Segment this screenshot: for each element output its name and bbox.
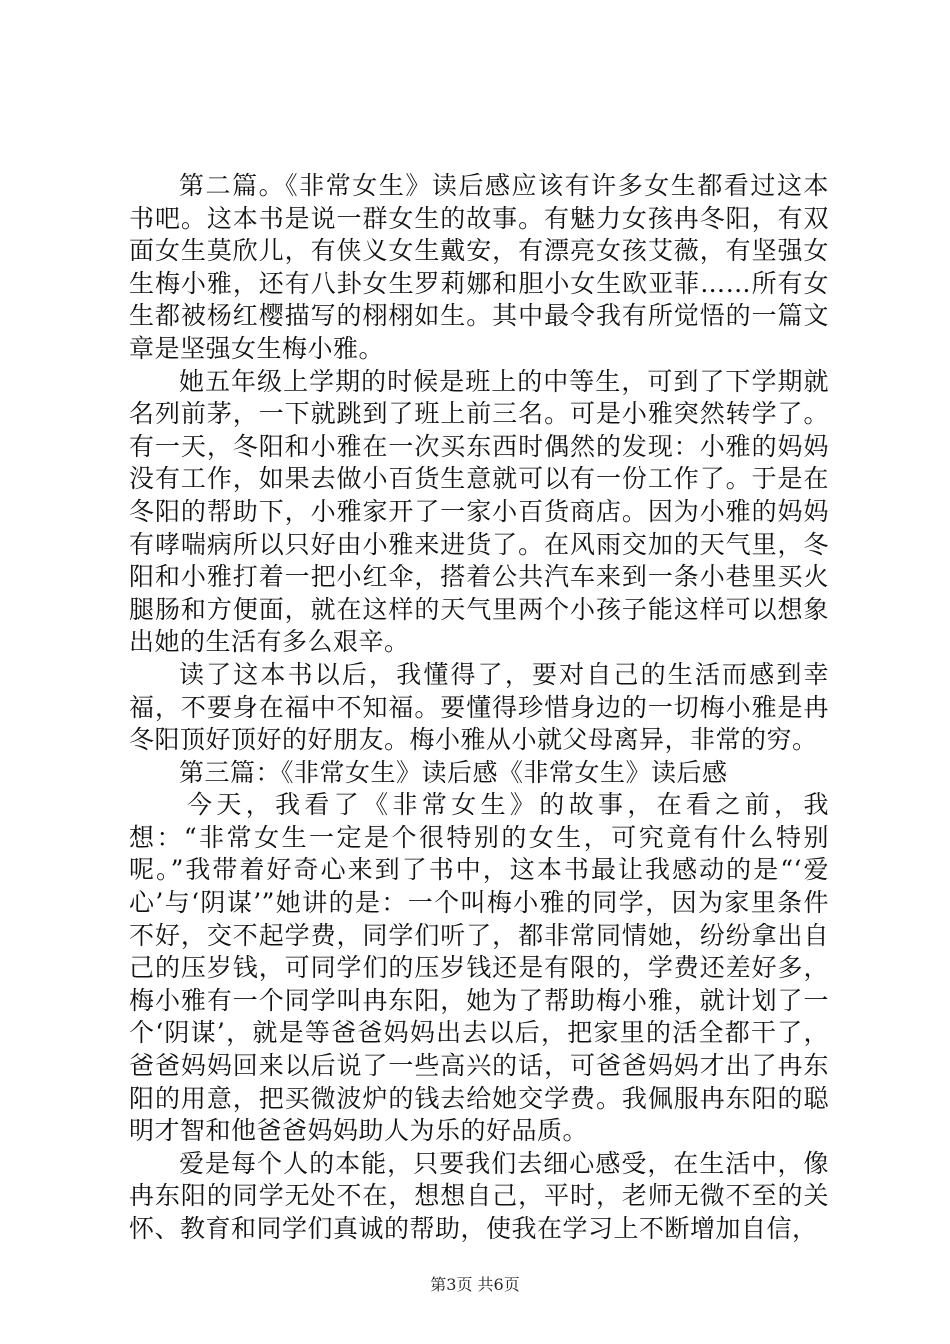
paragraph-reflection: 读了这本书以后，我懂得了，要对自己的生活而感到幸福，不要身在福中不知福。要懂得珍惜身边的一切梅小雅是冉冬阳顶好顶好的好朋友。梅小雅从小就父母离异，非常的穷。 [129,659,829,755]
document-body [129,170,829,1246]
page-footer: 第3页 共6页 [430,1275,520,1294]
paragraph-love-instinct: 爱是每个人的本能，只要我们去细心感受，在生活中，像冉东阳的同学无处不在，想想自己，平时，老师无微不至的关怀、教育和同学们真诚的帮助，使我在学习上不断增加自信， [129,1148,829,1243]
section-heading-part-three: 第三篇：《非常女生》读后感《非常女生》读后感 [179,757,728,787]
paragraph-part-two-intro: 第二篇。《非常女生》读后感应该有许多女生都看过这本书吧。这本书是说一群女生的故事。有魅力女孩冉冬阳，有双面女生莫欣儿，有侠义女生戴安，有漂亮女孩艾薇，有坚强女生梅小雅，还有八卦女生罗莉娜和胆小女生欧亚菲……所有女生都被杨红樱描写的栩栩如生。其中最令我有所觉悟的一篇文章是坚强女生梅小雅。 [129,171,829,363]
paragraph-today-reading: 今天，我看了《非常女生》的故事，在看之前，我想：“非常女生一定是个很特别的女生，可究竟有什么特别呢。”我带着好奇心来到了书中，这本书最让我感动的是“‘爱心’与‘阴谋’”她讲的是：一个叫梅小雅的同学，因为家里条件不好，交不起学费，同学们听了，都非常同情她，纷纷拿出自己的压岁钱，可同学们的压岁钱还是有限的，学费还差好多，梅小雅有一个同学叫冉东阳，她为了帮助梅小雅，就计划了一个‘阴谋’，就是等爸爸妈妈出去以后，把家里的活全都干了，爸爸妈妈回来以后说了一些高兴的话，可爸爸妈妈才出了冉东阳的用意，把买微波炉的钱去给她交学费。我佩服冉东阳的聪明才智和他爸爸妈妈助人为乐的好品质。 [129,790,829,1146]
paragraph-mei-xiaoya-story: 她五年级上学期的时候是班上的中等生，可到了下学期就名列前茅，一下就跳到了班上前三名。可是小雅突然转学了。有一天，冬阳和小雅在一次买东西时偶然的发现：小雅的妈妈没有工作，如果去做小百货生意就可以有一份工作了。于是在冬阳的帮助下，小雅家开了一家小百货商店。因为小雅的妈妈有哮喘病所以只好由小雅来进货了。在风雨交加的天气里，冬阳和小雅打着一把小红伞，搭着公共汽车来到一条小巷里买火腿肠和方便面，就在这样的天气里两个小孩子能这样可以想象出她的生活有多么艰辛。 [129,366,829,657]
